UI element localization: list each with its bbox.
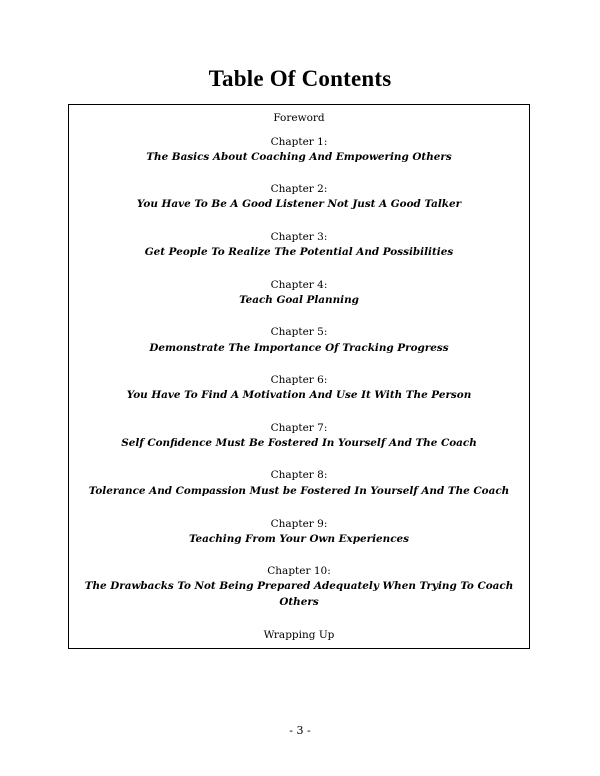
chapter-9-label: Chapter 9: — [270, 518, 328, 530]
chapter-7-title: Self Confidence Must Be Fostered In Yourself And The Coach — [121, 437, 477, 449]
chapter-3-label: Chapter 3: — [270, 231, 328, 243]
chapter-10-label: Chapter 10: — [267, 565, 331, 577]
chapter-2-title: You Have To Be A Good Listener Not Just A Good Talker — [136, 198, 462, 210]
chapter-8-label: Chapter 8: — [270, 469, 328, 481]
toc-item-foreword: Foreword — [273, 112, 325, 124]
chapter-1-label: Chapter 1: — [270, 136, 328, 148]
chapter-5-label: Chapter 5: — [270, 326, 328, 338]
page-title: Table Of Contents — [208, 66, 392, 91]
toc-item-wrapping-up: Wrapping Up — [263, 629, 335, 641]
chapter-10-title: The Drawbacks To Not Being Prepared Adequately When Trying To Coach Others — [84, 580, 514, 608]
table-of-contents — [68, 104, 530, 649]
chapter-4-label: Chapter 4: — [270, 279, 328, 291]
chapter-5-title: Demonstrate The Importance Of Tracking Progress — [149, 342, 449, 354]
chapter-6-label: Chapter 6: — [270, 374, 328, 386]
chapter-8-title: Tolerance And Compassion Must be Fostered In Yourself And The Coach — [88, 485, 510, 497]
chapter-7-label: Chapter 7: — [270, 422, 328, 434]
chapter-1-title: The Basics About Coaching And Empowering Others — [146, 151, 452, 163]
chapter-3-title: Get People To Realize The Potential And Possibilities — [144, 246, 454, 258]
chapter-4-title: Teach Goal Planning — [239, 294, 359, 306]
chapter-2-label: Chapter 2: — [270, 183, 328, 195]
chapter-6-title: You Have To Find A Motivation And Use It With The Person — [126, 389, 472, 401]
chapter-9-title: Teaching From Your Own Experiences — [189, 533, 409, 545]
page-number: - 3 - — [289, 724, 311, 737]
